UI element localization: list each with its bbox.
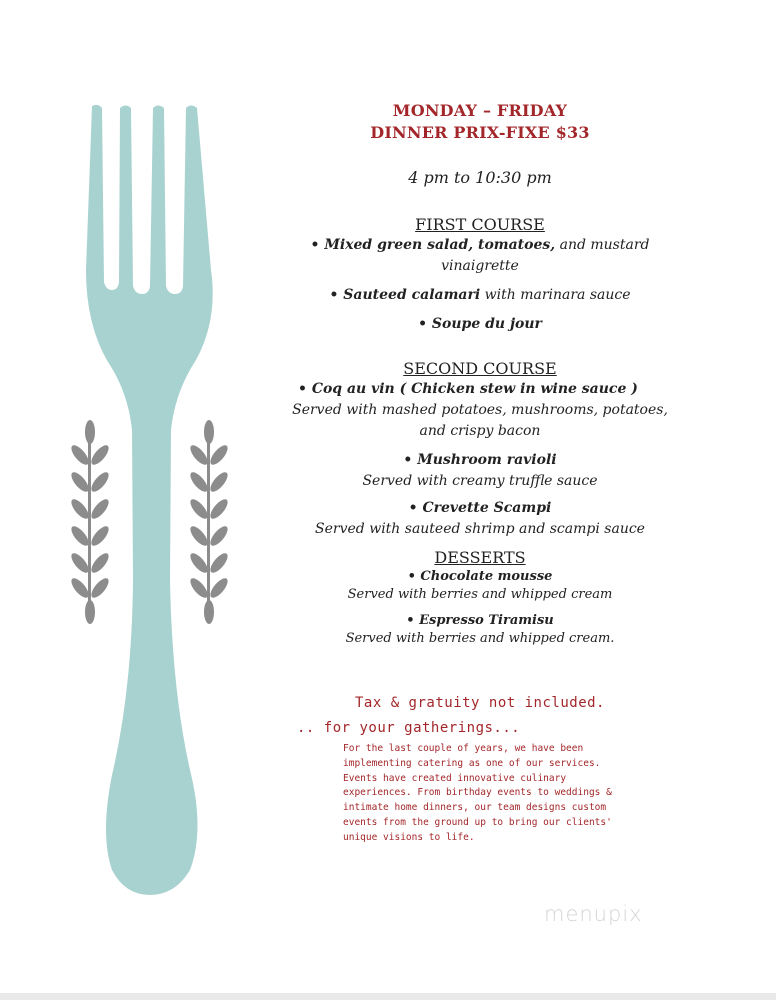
section-title-desserts: DESSERTS bbox=[434, 548, 526, 567]
watermark: menupix bbox=[544, 902, 643, 926]
item-desc: Served with creamy truffle sauce bbox=[362, 473, 598, 489]
sprig-right-icon bbox=[187, 420, 230, 624]
menu-item bbox=[290, 568, 670, 586]
menu-item bbox=[290, 314, 670, 335]
tax-note: Tax & gratuity not included. bbox=[354, 695, 605, 711]
paragraph-line: events from the ground up to bring our clients' bbox=[343, 816, 612, 828]
item-desc-cont: and crispy bacon bbox=[419, 423, 541, 439]
sprig-left-icon bbox=[68, 420, 111, 624]
item-desc: and mustard bbox=[555, 237, 650, 253]
paragraph-line: Events have created innovative culinary bbox=[343, 772, 567, 784]
bottom-edge bbox=[0, 993, 776, 1000]
menu-item bbox=[290, 450, 670, 471]
item-name: • Espresso Tiramisu bbox=[406, 613, 554, 628]
item-name: • Chocolate mousse bbox=[407, 569, 553, 584]
menu-item bbox=[290, 498, 670, 519]
menu-item bbox=[290, 235, 670, 256]
paragraph-line: For the last couple of years, we have been bbox=[343, 743, 584, 754]
paragraph-line: experiences. From birthday events to weddings & bbox=[343, 787, 612, 799]
item-name: • Mushroom ravioli bbox=[403, 452, 557, 468]
menu-content bbox=[290, 100, 670, 648]
section-title-second-course: SECOND COURSE bbox=[403, 359, 557, 378]
item-desc-cont: vinaigrette bbox=[441, 258, 519, 274]
item-desc: Served with berries and whipped cream. bbox=[345, 631, 615, 646]
item-name: • Sauteed calamari bbox=[329, 287, 481, 303]
item-name: • Mixed green salad, tomatoes, bbox=[310, 237, 556, 253]
menu-item bbox=[290, 285, 670, 306]
menu-item bbox=[290, 379, 670, 400]
item-name: • Soupe du jour bbox=[418, 316, 542, 332]
menu-title-days: MONDAY – FRIDAY bbox=[392, 101, 568, 120]
item-name: • Coq au vin ( Chicken stew in wine sauce ) bbox=[298, 381, 638, 397]
item-name: • Crevette Scampi bbox=[408, 500, 552, 516]
catering-paragraph bbox=[343, 742, 643, 846]
menu-title-price: DINNER PRIX-FIXE $33 bbox=[370, 123, 590, 142]
item-desc: Served with berries and whipped cream bbox=[347, 587, 613, 602]
menu-item bbox=[290, 612, 670, 630]
item-desc: Served with sauteed shrimp and scampi sauce bbox=[315, 521, 645, 537]
paragraph-line: unique visions to life. bbox=[343, 831, 475, 843]
gatherings-heading: .. for your gatherings... bbox=[297, 720, 521, 736]
item-desc: with marinara sauce bbox=[480, 287, 631, 303]
item-desc: Served with mashed potatoes, mushrooms, potatoes, bbox=[292, 402, 668, 418]
menu-hours: 4 pm to 10:30 pm bbox=[408, 168, 552, 187]
section-title-first-course: FIRST COURSE bbox=[415, 215, 545, 234]
paragraph-line: implementing catering as one of our services. bbox=[343, 757, 601, 769]
paragraph-line: intimate home dinners, our team designs custom bbox=[343, 802, 607, 814]
